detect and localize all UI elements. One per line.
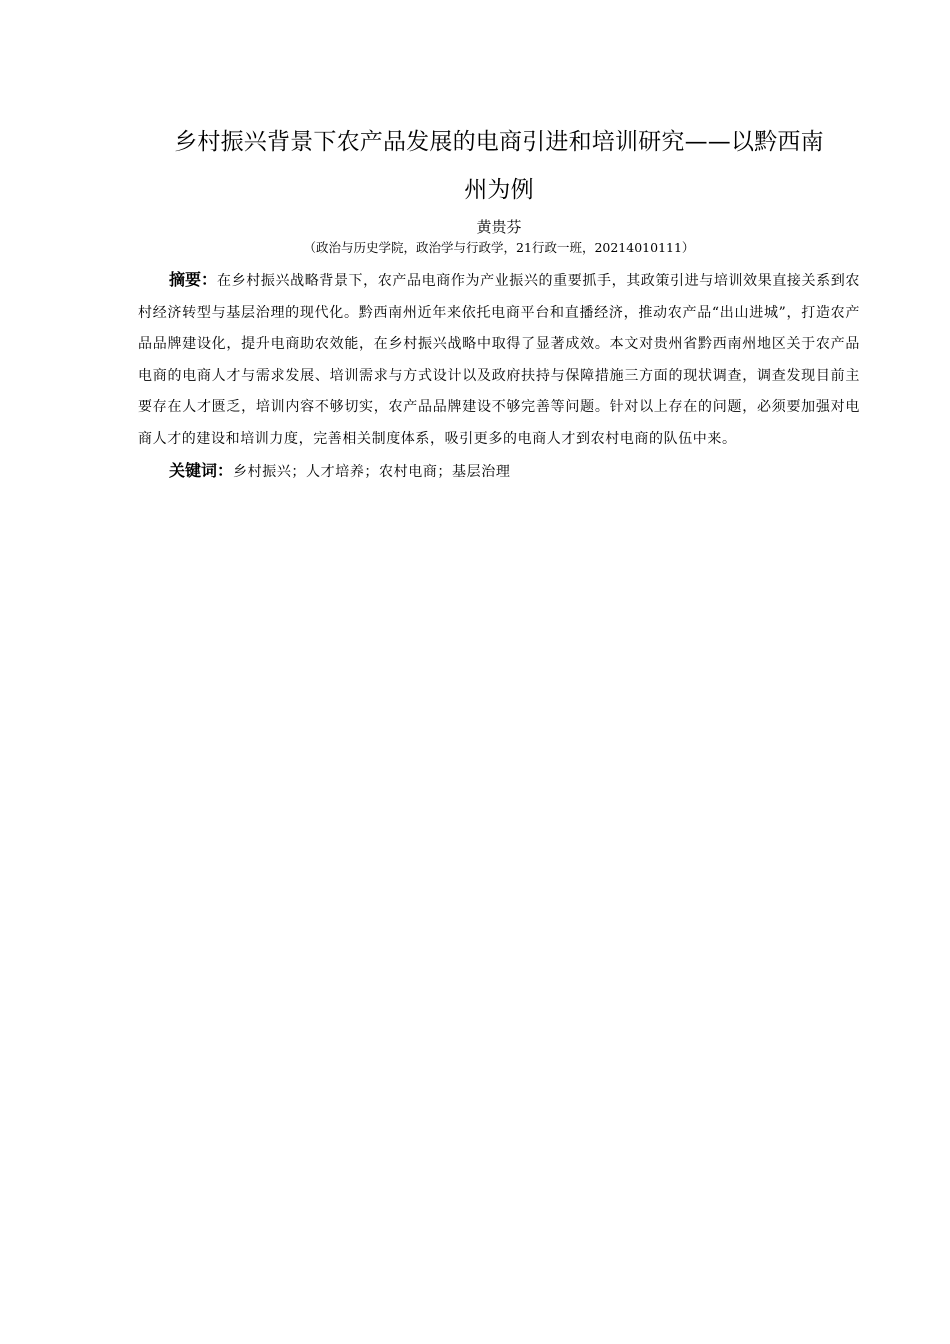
paper-title-line2: 州为例 bbox=[464, 177, 534, 203]
paper-title-line1: 乡村振兴背景下农产品发展的电商引进和培训研究——以黔西南 bbox=[174, 129, 824, 155]
paper-title bbox=[138, 118, 860, 214]
abstract-label: 摘要： bbox=[169, 270, 218, 289]
paper-page bbox=[138, 118, 860, 488]
author-affiliation: （政治与历史学院，政治学与行政学，21行政一班，20214010111） bbox=[303, 240, 695, 255]
keywords-text: 乡村振兴；人才培养；农村电商；基层治理 bbox=[233, 464, 511, 480]
keywords-label: 关键词： bbox=[169, 461, 234, 480]
abstract-paragraph bbox=[138, 264, 860, 455]
keywords-paragraph bbox=[138, 455, 860, 488]
abstract-text: 在乡村振兴战略背景下，农产品电商作为产业振兴的重要抓手，其政策引进与培训效果直接关系到农村经济转型与基层治理的现代化。黔西南州近年来依托电商平台和直播经济，推动农产品“出山进城”，打造农产品品牌建设化，提升电商助农效能，在乡村振兴战略中取得了显著成效。本文对贵州省黔西南州地区关于农产品电商的电商人才与需求发展、培训需求与方式设计以及政府扶持与保障措施三方面的现状调查，调查发现目前主要存在人才匮乏，培训内容不够切实，农产品品牌建设不够完善等问题。针对以上存在的问题，必须要加强对电商人才的建设和培训力度，完善相关制度体系，吸引更多的电商人才到农村电商的队伍中来。 bbox=[138, 273, 860, 447]
author-name: 黄贵芬 bbox=[476, 218, 522, 236]
